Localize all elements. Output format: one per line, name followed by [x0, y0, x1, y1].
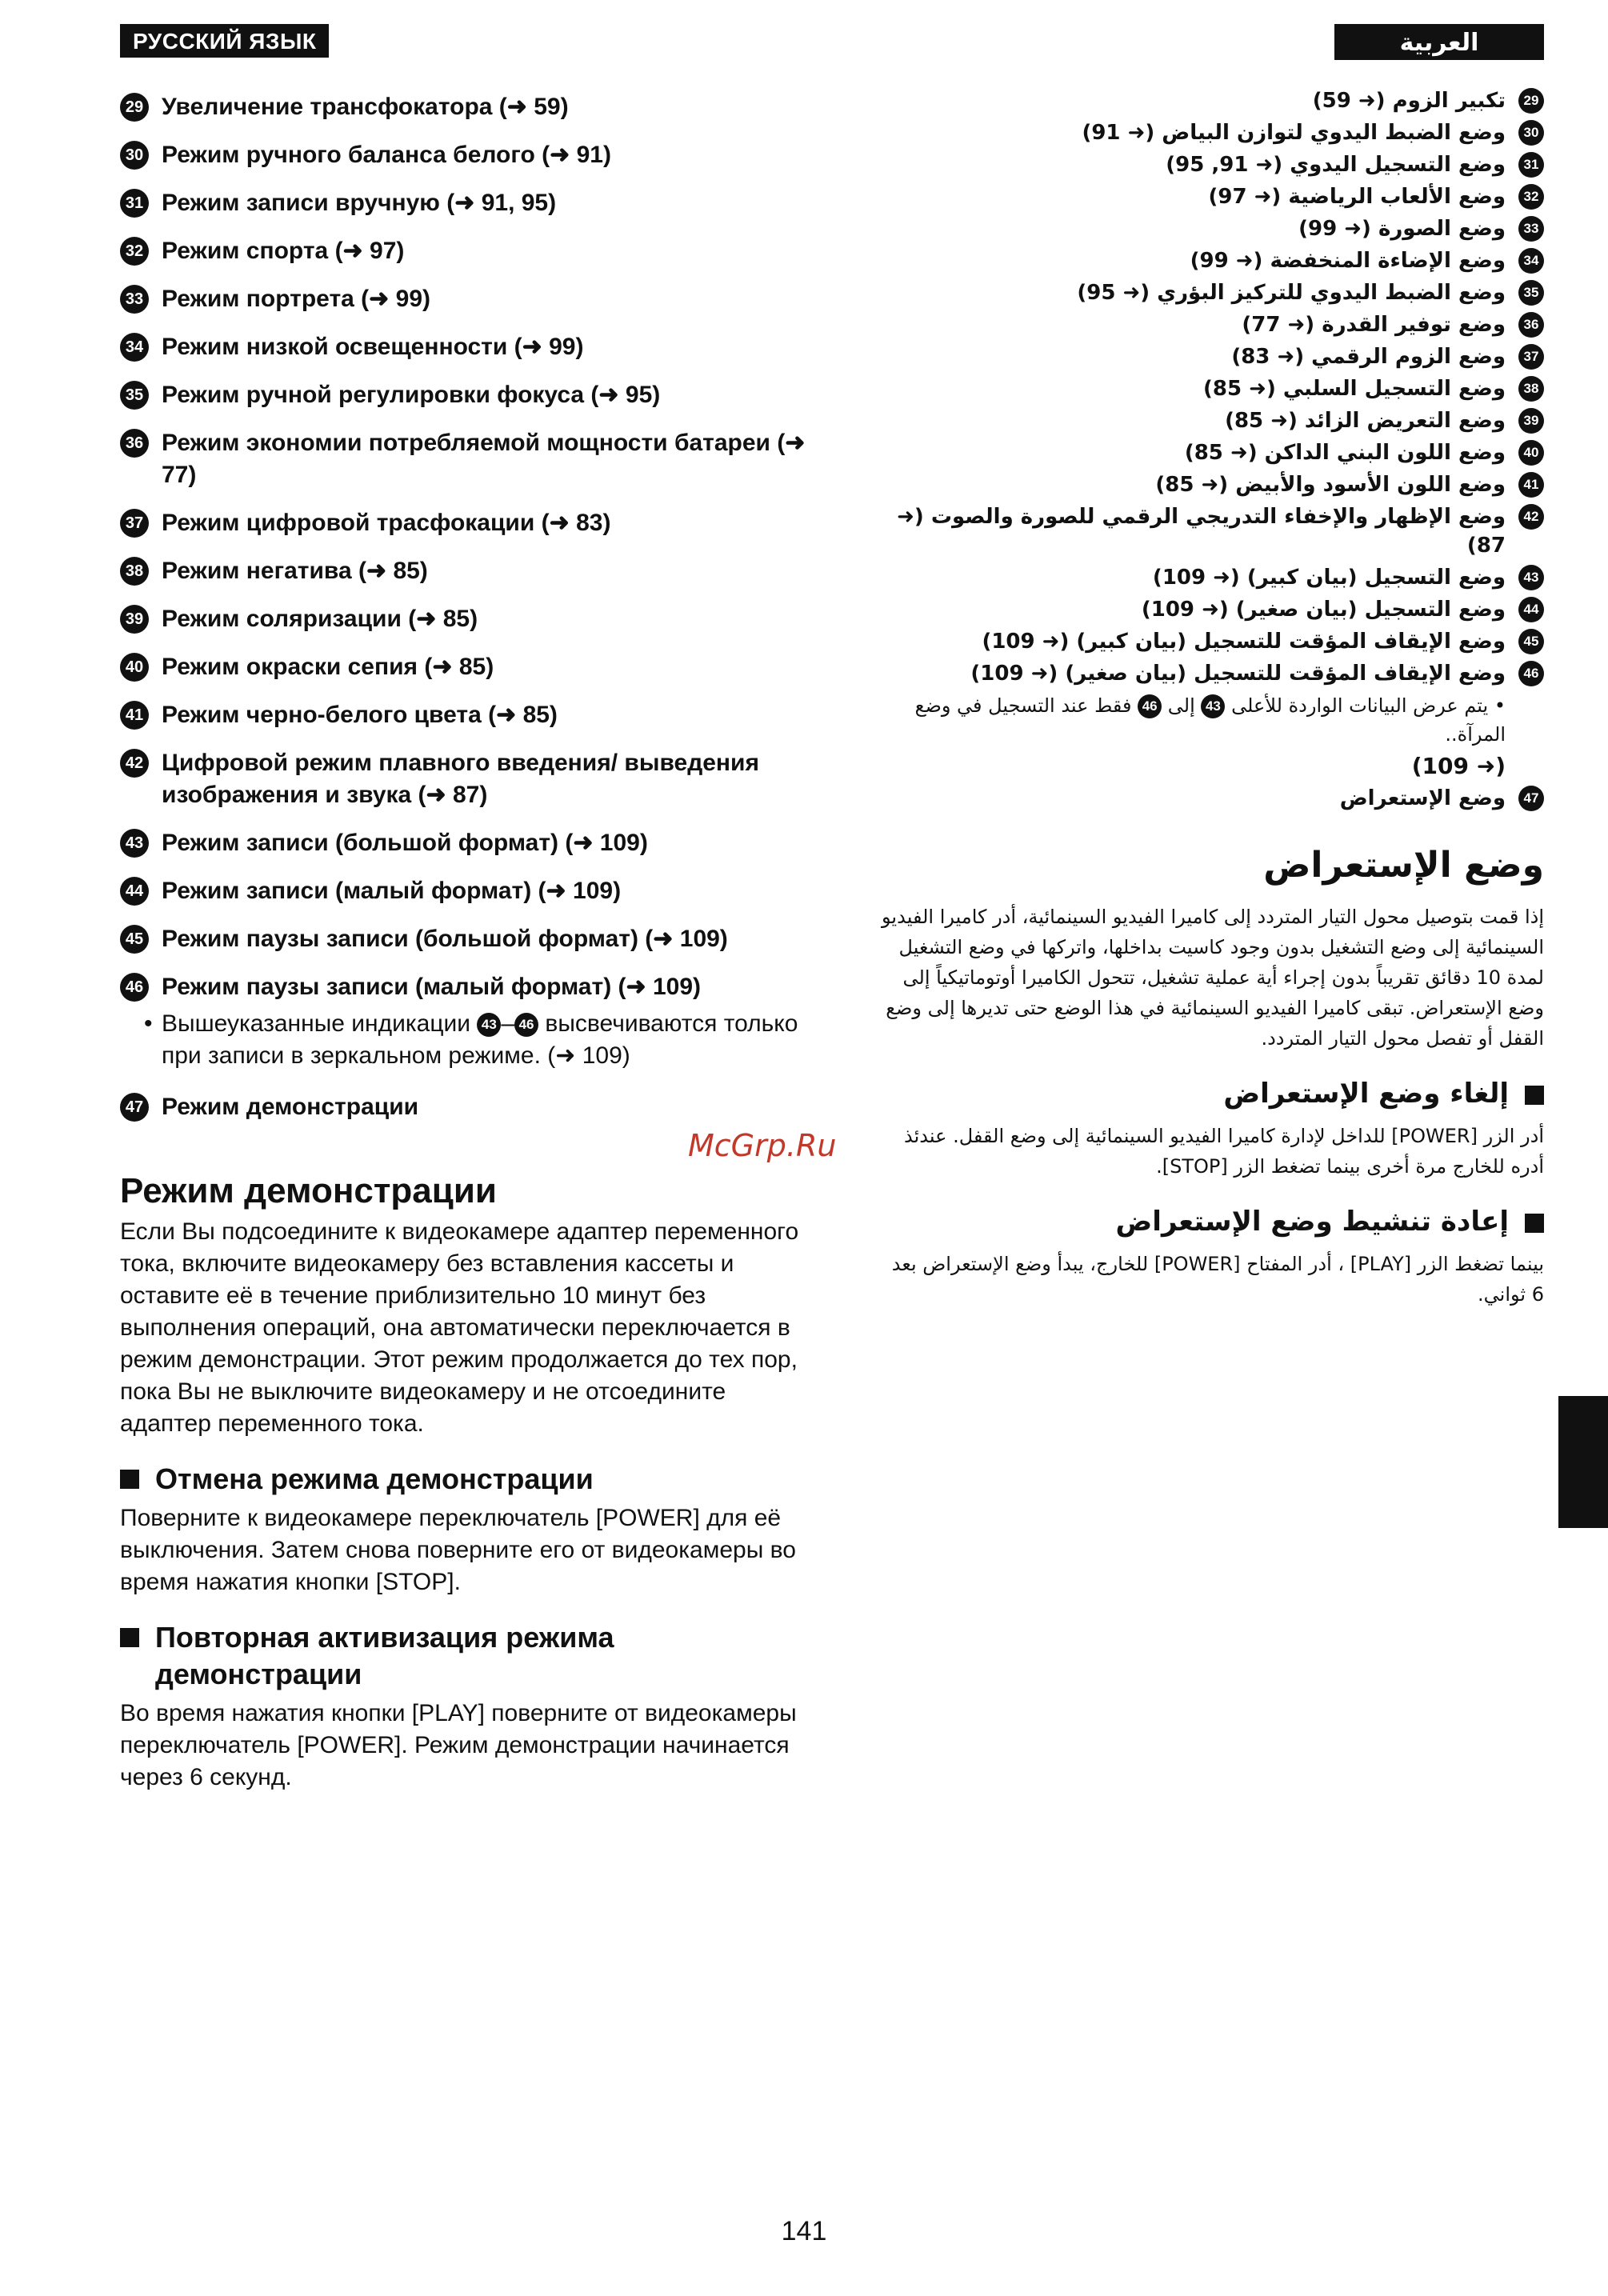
- list-item: [880, 784, 1544, 813]
- item-text: Режим ручной регулировки фокуса (➜ 95): [162, 382, 661, 408]
- item-text: وضع الألعاب الرياضية (➜ 97): [1208, 185, 1506, 209]
- demo-mode-text: إذا قمت بتوصيل محول التيار المتردد إلى كاميرا الفيديو السينمائية، أدر كاميرا الفيديو السينمائية إلى وضع التشغيل بدون وجود كاسيت بداخلها، واتركها في وضع التشغيل لمدة 10 دقائق تقريباً بدون إجراء أية عملية تشغيل، تتحول الكاميرا أوتوماتيكياً إلى وضع الإستعراض. تبقى كاميرا الفيديو السينمائية في هذا الوضع حتى تديرها إلى وضع القفل أو تفصل محول التيار المتردد.: [882, 906, 1544, 1050]
- circled-number-icon: 46: [514, 1013, 538, 1037]
- list-item: [120, 427, 808, 491]
- item-text: Режим записи (малый формат) (➜ 109): [162, 878, 622, 904]
- arabic-column: [880, 24, 1544, 1310]
- circled-number-icon: 46: [120, 973, 149, 1002]
- list-item: [120, 827, 808, 859]
- circled-number-icon: 46: [1518, 661, 1544, 686]
- list-item: [880, 438, 1544, 467]
- item-text: Режим цифровой трасфокации (➜ 83): [162, 510, 611, 536]
- item-text: وضع اللون البني الداكن (➜ 85): [1184, 441, 1506, 465]
- list-item: [880, 470, 1544, 499]
- item-text: وضع التسجيل السلبي (➜ 85): [1203, 377, 1506, 401]
- circled-number-icon: 33: [1518, 216, 1544, 242]
- language-tab-russian: РУССКИЙ ЯЗЫК: [120, 24, 329, 58]
- cancel-demo-text: أدر الزر [POWER] للداخل لإدارة كاميرا الفيديو السينمائية إلى وضع القفل. عندئذ أدره للخارج مرة أخرى بينما تضغط الزر [STOP].: [904, 1125, 1544, 1178]
- list-item: [120, 187, 808, 219]
- circled-number-icon: 42: [120, 749, 149, 778]
- item-text: وضع الإيقاف المؤقت للتسجيل (بيان كبير) (➜ 109): [982, 630, 1506, 654]
- list-item: [120, 1091, 808, 1123]
- list-item: [880, 563, 1544, 592]
- circled-number-icon: 34: [120, 333, 149, 362]
- circled-number-icon: 47: [1518, 786, 1544, 811]
- circled-number-icon: 29: [120, 93, 149, 122]
- reactivate-demo-text: بينما تضغط الزر [PLAY] ، أدر المفتاح [POWER] للخارج، يبدأ وضع الإستعراض بعد 6 ثواني.: [891, 1253, 1544, 1306]
- reactivate-demo-text: Во время нажатия кнопки [PLAY] поверните от видеокамеры переключатель [POWER]. Режим демонстрации начинается через 6 секунд.: [120, 1700, 797, 1790]
- demo-mode-text: Если Вы подсоедините к видеокамере адаптер переменного тока, включите видеокамеру без вставления кассеты и оставите её в течение приблизительно 10 минут без выполнения операций, она автоматически переключается в режим демонстрации. Этот режим продолжается до тех пор, пока Вы не выключите видеокамеру и не отсоедините адаптер переменного тока.: [120, 1218, 799, 1437]
- item-text: وضع التسجيل (بيان كبير) (➜ 109): [1152, 566, 1506, 590]
- mirror-mode-note-ref: (➜ 109): [1411, 753, 1506, 779]
- list-item: [880, 182, 1544, 211]
- circled-number-icon: 37: [1518, 344, 1544, 370]
- item-text: Режим портрета (➜ 99): [162, 286, 431, 312]
- circled-number-icon: 31: [120, 189, 149, 218]
- item-text: Увеличение трансфокатора (➜ 59): [162, 94, 569, 120]
- circled-number-icon: 35: [1518, 280, 1544, 306]
- square-bullet-icon: [120, 1628, 139, 1647]
- circled-number-icon: 45: [120, 925, 149, 954]
- mirror-mode-note: • Вышеуказанные индикации 43 – 46 высвечиваются только при записи в зеркальном режиме. (➜ 109): [120, 1008, 808, 1072]
- language-tab-arabic: العربية: [1334, 24, 1544, 60]
- ru-indicator-list: [120, 91, 808, 1003]
- list-item: [120, 923, 808, 955]
- item-text: وضع توفير القدرة (➜ 77): [1242, 313, 1506, 337]
- side-thumb-tab: [1558, 1396, 1608, 1528]
- list-item: [120, 875, 808, 907]
- item-text: Режим записи (большой формат) (➜ 109): [162, 830, 648, 856]
- list-item: [880, 246, 1544, 275]
- item-text: وضع الزوم الرقمي (➜ 83): [1231, 345, 1506, 369]
- circled-number-icon: 30: [120, 141, 149, 170]
- circled-number-icon: 40: [120, 653, 149, 682]
- circled-number-icon: 36: [1518, 312, 1544, 338]
- list-item: [880, 502, 1544, 560]
- item-text: Режим записи вручную (➜ 91, 95): [162, 190, 557, 216]
- circled-number-icon: 32: [1518, 184, 1544, 210]
- item-text: تكبير الزوم (➜ 59): [1312, 89, 1506, 113]
- circled-number-icon: 34: [1518, 248, 1544, 274]
- circled-number-icon: 43: [1201, 694, 1225, 718]
- list-item: [880, 150, 1544, 179]
- circled-number-icon: 44: [1518, 597, 1544, 622]
- mirror-mode-note: • يتم عرض البيانات الواردة للأعلى 43 إلى 46 فقط عند التسجيل في وضع المرآة..: [914, 694, 1506, 746]
- cancel-demo-heading: Отмена режима демонстрации: [120, 1461, 808, 1498]
- list-item: [880, 342, 1544, 371]
- list-item: [120, 603, 808, 635]
- circled-number-icon: 39: [120, 605, 149, 634]
- item-text: Режим ручного баланса белого (➜ 91): [162, 142, 611, 168]
- list-item: [120, 139, 808, 171]
- item-text: وضع الإضاءة المنخفضة (➜ 99): [1190, 249, 1506, 273]
- reactivate-demo-heading: Повторная активизация режима демонстрации: [120, 1619, 808, 1693]
- list-item: [880, 406, 1544, 435]
- square-bullet-icon: [1525, 1214, 1544, 1233]
- item-text: Режим демонстрации: [162, 1094, 419, 1120]
- item-text: وضع اللون الأسود والأبيض (➜ 85): [1155, 473, 1506, 497]
- square-bullet-icon: [1525, 1086, 1544, 1105]
- item-text: وضع الضبط اليدوي للتركيز البؤري (➜ 95): [1077, 281, 1506, 305]
- circled-number-icon: 43: [1518, 565, 1544, 590]
- cancel-demo-text: Поверните к видеокамере переключатель [POWER] для её выключения. Затем снова поверните его от видеокамеры во время нажатия кнопки [STOP].: [120, 1505, 796, 1595]
- circled-number-icon: 35: [120, 381, 149, 410]
- list-item: [120, 331, 808, 363]
- cancel-demo-heading: إلغاء وضع الإستعراض: [880, 1078, 1544, 1110]
- list-item: [880, 595, 1544, 624]
- ar-indicator-list: [880, 86, 1544, 688]
- demo-mode-heading: Режим демонстрации: [120, 1171, 497, 1210]
- item-text: Режим спорта (➜ 97): [162, 238, 405, 264]
- circled-number-icon: 33: [120, 285, 149, 314]
- circled-number-icon: 37: [120, 509, 149, 538]
- item-text: وضع الضبط اليدوي لتوازن البياض (➜ 91): [1082, 121, 1506, 145]
- list-item: [120, 555, 808, 587]
- demo-mode-heading: وضع الإستعراض: [1263, 845, 1544, 886]
- bullet-icon: •: [144, 1010, 153, 1037]
- square-bullet-icon: [120, 1470, 139, 1489]
- item-text: وضع الإيقاف المؤقت للتسجيل (بيان صغير) (➜ 109): [970, 662, 1506, 686]
- item-text: Режим черно-белого цвета (➜ 85): [162, 702, 558, 728]
- item-text: Режим соляризации (➜ 85): [162, 606, 478, 632]
- list-item: [880, 310, 1544, 339]
- item-text: وضع الإظهار والإخفاء التدريجي الرقمي للصورة والصوت (➜ 87): [897, 505, 1506, 558]
- item-text: Режим паузы записи (малый формат) (➜ 109): [162, 974, 702, 1000]
- russian-column: [120, 24, 808, 1794]
- circled-number-icon: 45: [1518, 629, 1544, 654]
- list-item: [120, 699, 808, 731]
- item-text: وضع التسجيل (بيان صغير) (➜ 109): [1141, 598, 1506, 622]
- circled-number-icon: 29: [1518, 88, 1544, 114]
- circled-number-icon: 40: [1518, 440, 1544, 466]
- list-item: [120, 747, 808, 811]
- item-text: Режим паузы записи (большой формат) (➜ 109): [162, 926, 728, 952]
- circled-number-icon: 43: [120, 829, 149, 858]
- item-text: Цифровой режим плавного введения/ выведения изображения и звука (➜ 87): [162, 750, 759, 808]
- list-item: [880, 86, 1544, 115]
- page-number: 141: [781, 2216, 827, 2246]
- list-item: [120, 651, 808, 683]
- circled-number-icon: 32: [120, 237, 149, 266]
- list-item: [120, 283, 808, 315]
- circled-number-icon: 46: [1138, 694, 1162, 718]
- circled-number-icon: 30: [1518, 120, 1544, 146]
- list-item: [120, 379, 808, 411]
- list-item: [880, 374, 1544, 403]
- circled-number-icon: 36: [120, 429, 149, 458]
- circled-number-icon: 41: [120, 701, 149, 730]
- circled-number-icon: 38: [120, 557, 149, 586]
- item-text: Режим низкой освещенности (➜ 99): [162, 334, 584, 360]
- circled-number-icon: 47: [120, 1093, 149, 1122]
- item-text: Режим окраски сепия (➜ 85): [162, 654, 494, 680]
- watermark: McGrp.Ru: [688, 1128, 837, 1163]
- list-item: [880, 214, 1544, 243]
- item-text: وضع التسجيل اليدوي (➜ 91, 95): [1166, 153, 1506, 177]
- item-text: وضع الإستعراض: [1339, 786, 1506, 810]
- item-text: Режим негатива (➜ 85): [162, 558, 428, 584]
- list-item: [120, 507, 808, 539]
- list-item: [120, 971, 808, 1003]
- list-item: [880, 627, 1544, 656]
- circled-number-icon: 41: [1518, 472, 1544, 498]
- list-item: [880, 659, 1544, 688]
- item-text: وضع التعريض الزائد (➜ 85): [1225, 409, 1506, 433]
- circled-number-icon: 43: [477, 1013, 501, 1037]
- list-item: [880, 278, 1544, 307]
- circled-number-icon: 39: [1518, 408, 1544, 434]
- list-item: [120, 91, 808, 123]
- list-item: [880, 118, 1544, 147]
- circled-number-icon: 44: [120, 877, 149, 906]
- circled-number-icon: 38: [1518, 376, 1544, 402]
- circled-number-icon: 42: [1518, 504, 1544, 530]
- circled-number-icon: 31: [1518, 152, 1544, 178]
- item-text: وضع الصورة (➜ 99): [1298, 217, 1506, 241]
- list-item: [120, 235, 808, 267]
- reactivate-demo-heading: إعادة تنشيط وضع الإستعراض: [880, 1206, 1544, 1238]
- item-text: Режим экономии потребляемой мощности батареи (➜ 77): [162, 430, 806, 488]
